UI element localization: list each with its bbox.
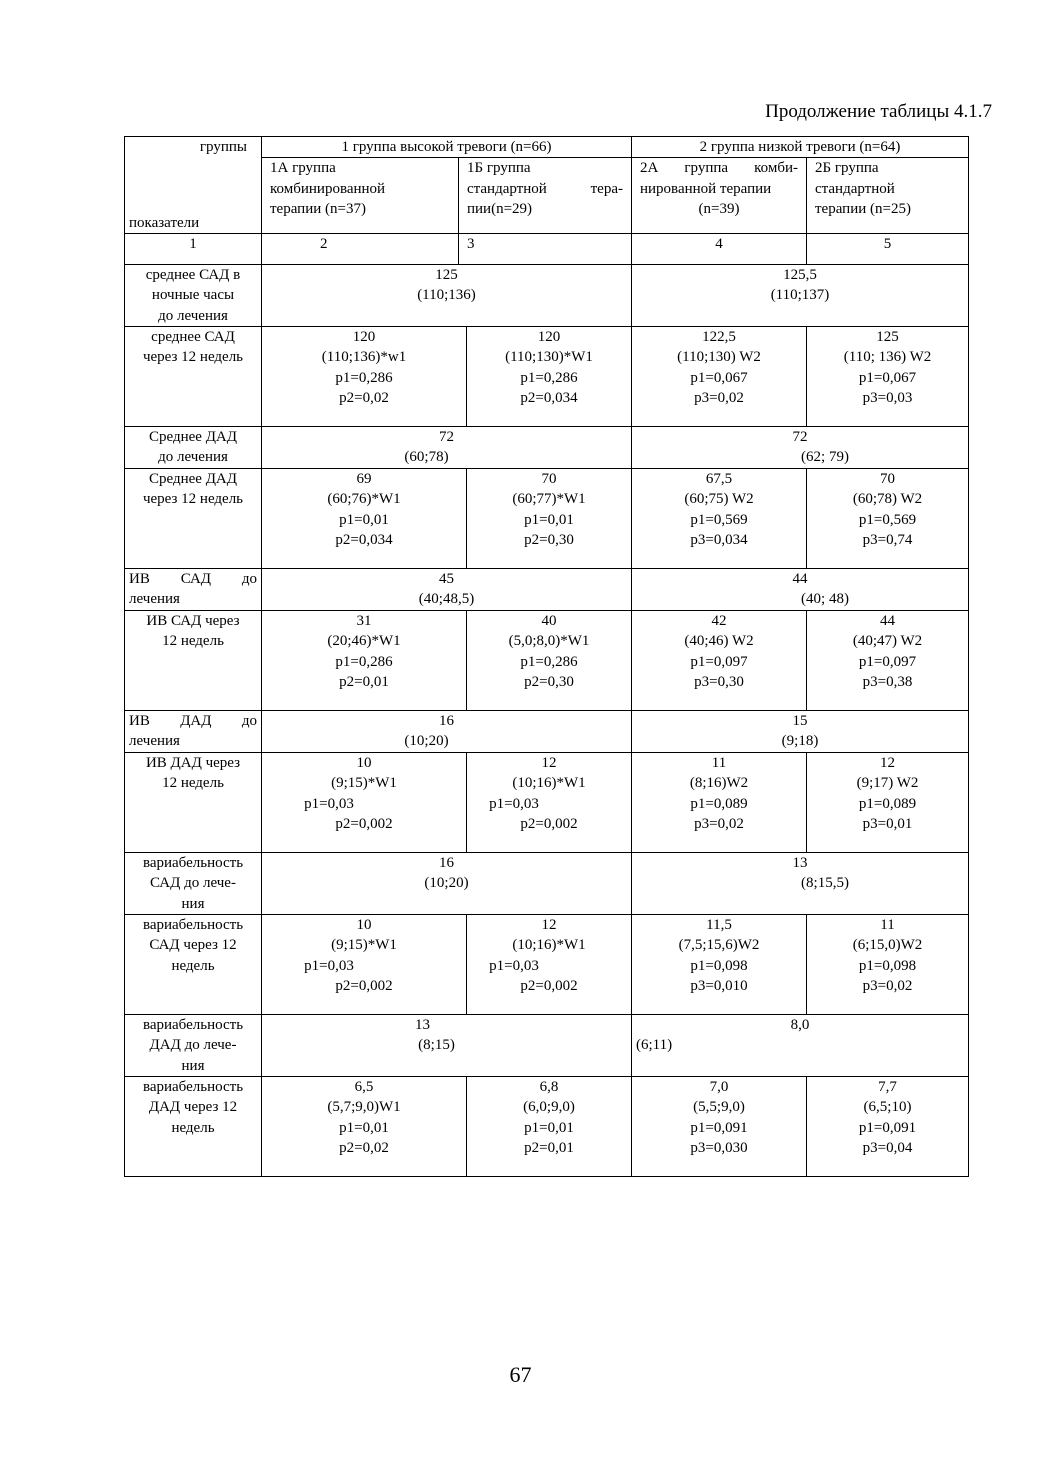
subgroup-2b-value: 12 (9;17) W2 p1=0,089 p3=0,01 (807, 753, 969, 853)
col-num-4: 4 (632, 234, 807, 265)
row-label: среднее САД в ночные часы до лечения (125, 265, 262, 327)
group1-baseline-value: 72 (60;78) (262, 427, 632, 469)
page-number: 67 (509, 1362, 532, 1387)
header-corner-cell (125, 137, 262, 234)
baseline-row (125, 711, 969, 753)
baseline-row (125, 427, 969, 469)
subgroup-2b: 2Б группа стандартной терапии (n=25) (807, 158, 969, 234)
subgroup-2a-value: 67,5 (60;75) W2 p1=0,569 p3=0,034 (632, 469, 807, 569)
row-label: ИВ САД до лечения (125, 569, 262, 611)
row-label: вариабельность САД через 12 недель (125, 915, 262, 1015)
row-label: Среднее ДАД через 12 недель (125, 469, 262, 569)
row-label: ИВ ДАД до лечения (125, 711, 262, 753)
subgroup-1b-value: 70 (60;77)*W1 p1=0,01 p2=0,30 (467, 469, 632, 569)
subgroup-1b-value: 12 (10;16)*W1 p1=0,03 p2=0,002 (467, 915, 632, 1015)
subgroup-1b: 1Б группа стандартной тера- пии(n=29) (459, 158, 632, 234)
subgroup-1b-value: 40 (5,0;8,0)*W1 p1=0,286 p2=0,30 (467, 611, 632, 711)
subgroup-1b-value: 120 (110;130)*W1 p1=0,286 p2=0,034 (467, 327, 632, 427)
subgroup-2b-value: 70 (60;78) W2 p1=0,569 p3=0,74 (807, 469, 969, 569)
subgroup-1b-value: 12 (10;16)*W1 p1=0,03 p2=0,002 (467, 753, 632, 853)
header-row-groups (125, 137, 969, 158)
subgroup-2b-value: 44 (40;47) W2 p1=0,097 p3=0,38 (807, 611, 969, 711)
subgroup-2a-value: 7,0 (5,5;9,0) p1=0,091 p3=0,030 (632, 1077, 807, 1177)
column-numbers-row (125, 234, 969, 265)
subgroup-2a: 2А группа комби- нированной терапии (n=39) (632, 158, 807, 234)
subgroup-1a-value: 120 (110;136)*w1 p1=0,286 p2=0,02 (262, 327, 467, 427)
followup-row (125, 915, 969, 1015)
group2-baseline-value: 13 (8;15,5) (632, 853, 969, 915)
followup-row (125, 753, 969, 853)
indicators-label: показатели (129, 214, 200, 231)
row-label: вариабельность ДАД до лече- ния (125, 1015, 262, 1077)
baseline-row (125, 1015, 969, 1077)
followup-row (125, 611, 969, 711)
group2-baseline-value: 8,0 (6;11) (632, 1015, 969, 1077)
subgroup-2a-value: 122,5 (110;130) W2 p1=0,067 p3=0,02 (632, 327, 807, 427)
subgroup-1a-value: 10 (9;15)*W1 p1=0,03 p2=0,002 (262, 753, 467, 853)
followup-row (125, 327, 969, 427)
group2-baseline-value: 125,5 (110;137) (632, 265, 969, 327)
col-num-3: 3 (459, 234, 632, 265)
row-label: ИВ САД через 12 недель (125, 611, 262, 711)
subgroup-1a-value: 69 (60;76)*W1 p1=0,01 p2=0,034 (262, 469, 467, 569)
subgroup-2a-value: 11,5 (7,5;15,6)W2 p1=0,098 p3=0,010 (632, 915, 807, 1015)
row-label: ИВ ДАД через 12 недель (125, 753, 262, 853)
table-caption: Продолжение таблицы 4.1.7 (765, 101, 992, 122)
group1-title: 1 группа высокой тревоги (n=66) (262, 137, 632, 158)
group1-baseline-value: 16 (10;20) (262, 711, 632, 753)
baseline-row (125, 853, 969, 915)
group2-baseline-value: 44 (40; 48) (632, 569, 969, 611)
col-num-5: 5 (807, 234, 969, 265)
baseline-row (125, 569, 969, 611)
row-label: вариабельность САД до лече- ния (125, 853, 262, 915)
row-label: Среднее ДАД до лечения (125, 427, 262, 469)
group2-baseline-value: 15 (9;18) (632, 711, 969, 753)
group1-baseline-value: 13 (8;15) (262, 1015, 632, 1077)
groups-label: группы (199, 139, 247, 155)
baseline-row (125, 265, 969, 327)
subgroup-2a-value: 42 (40;46) W2 p1=0,097 p3=0,30 (632, 611, 807, 711)
subgroup-2b-value: 11 (6;15,0)W2 p1=0,098 p3=0,02 (807, 915, 969, 1015)
group2-title: 2 группа низкой тревоги (n=64) (632, 137, 969, 158)
row-label: вариабельность ДАД через 12 недель (125, 1077, 262, 1177)
subgroup-2a-value: 11 (8;16)W2 p1=0,089 p3=0,02 (632, 753, 807, 853)
group1-baseline-value: 45 (40;48,5) (262, 569, 632, 611)
group1-baseline-value: 16 (10;20) (262, 853, 632, 915)
group2-baseline-value: 72 (62; 79) (632, 427, 969, 469)
subgroup-1b-value: 6,8 (6,0;9,0) p1=0,01 p2=0,01 (467, 1077, 632, 1177)
subgroup-1a-value: 6,5 (5,7;9,0)W1 p1=0,01 p2=0,02 (262, 1077, 467, 1177)
row-label: среднее САД через 12 недель (125, 327, 262, 427)
subgroup-1a: 1А группа комбинированной терапии (n=37) (262, 158, 459, 234)
followup-row (125, 469, 969, 569)
subgroup-1a-value: 31 (20;46)*W1 p1=0,286 p2=0,01 (262, 611, 467, 711)
group1-baseline-value: 125 (110;136) (262, 265, 632, 327)
followup-row (125, 1077, 969, 1177)
subgroup-2b-value: 7,7 (6,5;10) p1=0,091 p3=0,04 (807, 1077, 969, 1177)
col-num-2: 2 (262, 234, 459, 265)
col-num-1: 1 (125, 234, 262, 265)
subgroup-1a-value: 10 (9;15)*W1 p1=0,03 p2=0,002 (262, 915, 467, 1015)
data-table (124, 136, 969, 1177)
subgroup-2b-value: 125 (110; 136) W2 p1=0,067 p3=0,03 (807, 327, 969, 427)
